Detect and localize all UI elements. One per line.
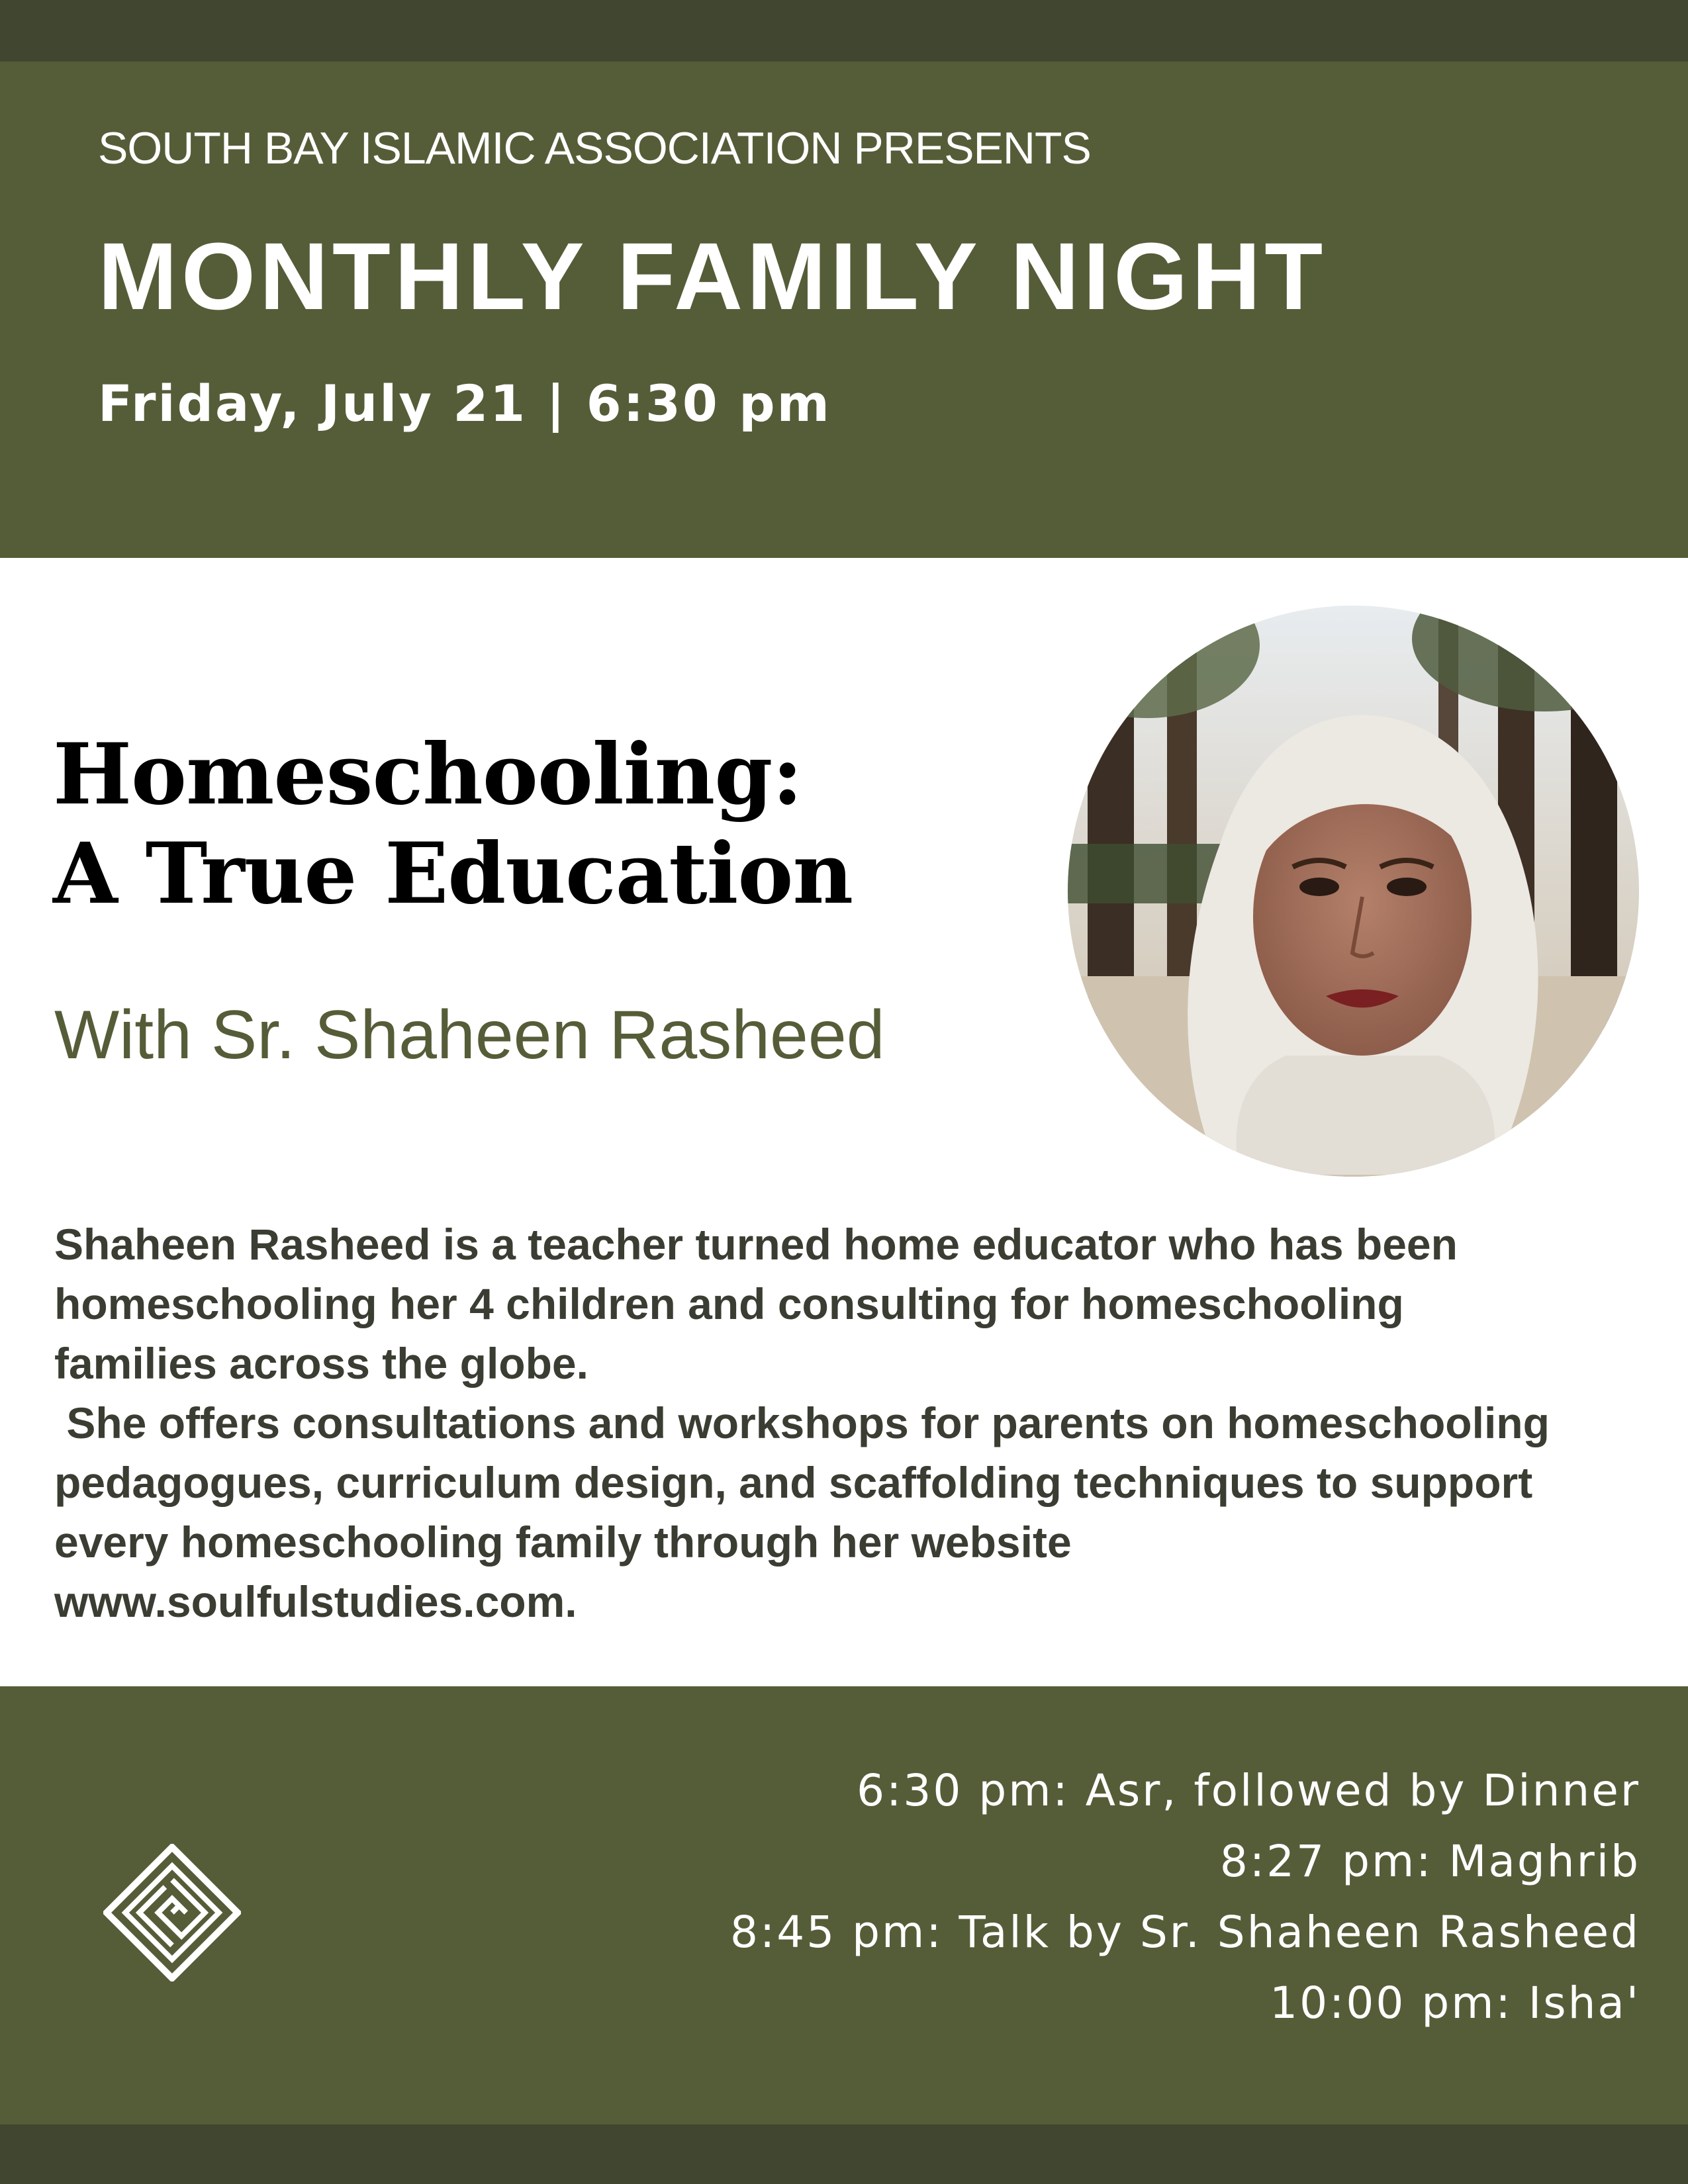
talk-title-line-2: A True Education [53,825,853,923]
schedule-item: 6:30 pm: Asr, followed by Dinner [857,1765,1640,1816]
schedule-item: 8:45 pm: Talk by Sr. Shaheen Rasheed [729,1907,1640,1958]
talk-title-line-1: Homeschooling: [53,725,802,823]
speaker-bio [54,1214,1564,1631]
speaker-photo [1068,606,1639,1177]
square-kufic-logo-icon [103,1844,241,1981]
bottom-border-strip [0,2124,1688,2184]
top-border-strip [0,0,1688,62]
schedule-item: 10:00 pm: Isha' [1270,1978,1640,2028]
speaker-portrait [1068,606,1639,1177]
bio-paragraph-1: Shaheen Rasheed is a teacher turned home educator who has been homeschooling her 4 children and consulting for homeschooling families across the globe. [54,1220,1470,1388]
schedule-list [730,1755,1640,2038]
talk-title [53,725,853,923]
speaker-name: With Sr. Shaheen Rasheed [54,997,885,1073]
schedule-item: 8:27 pm: Maghrib [1219,1836,1640,1887]
event-datetime: Friday, July 21 | 6:30 pm [98,374,831,433]
bio-paragraph-2: She offers consultations and workshops for parents on homeschooling pedagogues, curriculum design, and scaffolding techniques to support every homeschooling family through her website www.soulfulstudies.com. [54,1398,1562,1626]
event-title: MONTHLY FAMILY NIGHT [98,223,1327,330]
presenter-line: SOUTH BAY ISLAMIC ASSOCIATION PRESENTS [98,123,1091,173]
